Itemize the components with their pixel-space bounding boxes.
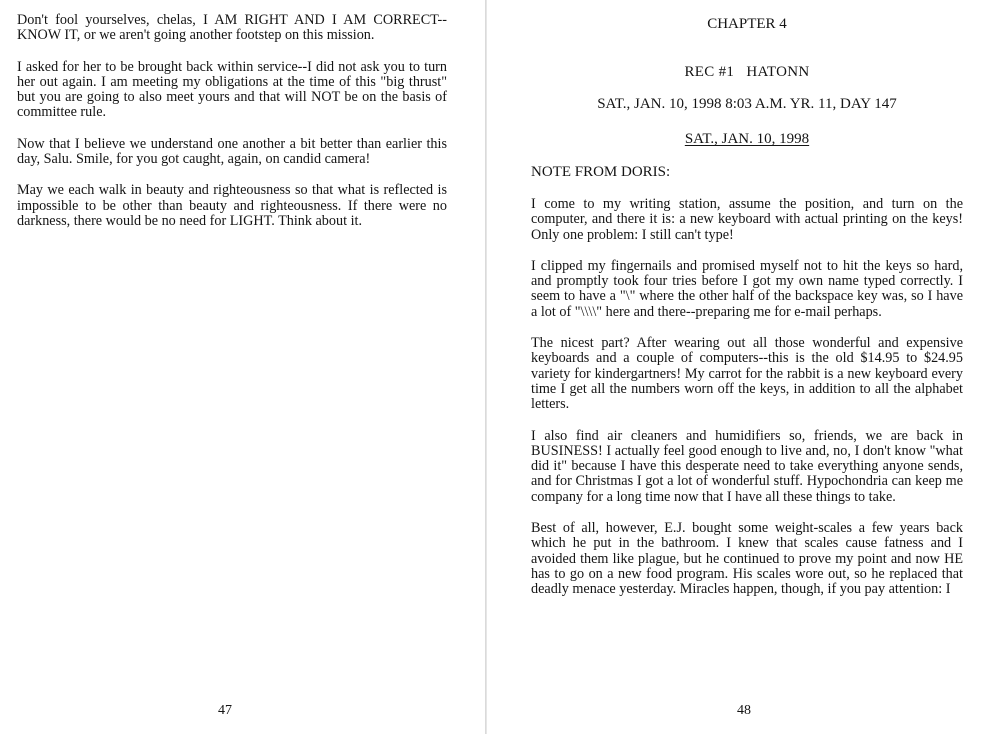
paragraph: I asked for her to be brought back within service--I did not ask you to turn her out again. I am meeting my obligations at the time of this "big thrust" but you are going to also meet yours and that will NOT be on the basis of committee rule. xyxy=(17,58,447,121)
underlined-date: SAT., JAN. 10, 1998 xyxy=(684,131,810,147)
paragraph: The nicest part? After wearing out all those wonderful and expensive keyboards and a couple of computers--this is the old $14.95 to $24.95 variety for kindergartners! My carrot for the rabbit is a new keyboard every time I get all the numbers worn off the keys, in addition to all the alphabet letters. xyxy=(531,335,963,413)
dateline-underlined xyxy=(647,131,847,148)
page-number: 47 xyxy=(218,703,232,718)
chapter-title: CHAPTER 4 xyxy=(707,16,787,32)
page-number: 48 xyxy=(737,703,751,718)
paragraph: Best of all, however, E.J. bought some weight-scales a few years back which he put in the bathroom. I knew that scales cause fatness and I avoided them like plague, but he continued to prove my point and now HE has to go on a new food program. His scales wore out, so he replaced that deadly menace yesterday. Miracles happen, though, if you pay attention: I xyxy=(531,520,963,598)
dateline: SAT., JAN. 10, 1998 8:03 A.M. YR. 11, DAY 147 xyxy=(597,96,897,112)
paragraph: I come to my writing station, assume the position, and turn on the computer, and there it is: a new keyboard with actual printing on the keys! Only one problem: I still can't type! xyxy=(531,196,963,243)
paragraph: I also find air cleaners and humidifiers so, friends, we are back in BUSINESS! I actually feel good enough to live and, no, I don't know "what did it" because I have this desperate need to take everything anyone sends, and for Christmas I got a lot of wonderful stuff. Hypochondria can keep me company for a long time now that I have all these things to take. xyxy=(531,427,963,505)
rec-heading: REC #1 HATONN xyxy=(684,64,810,80)
paragraph: Don't fool yourselves, chelas, I AM RIGHT AND I AM CORRECT--KNOW IT, or we aren't going another footstep on this mission. xyxy=(17,12,447,44)
left-page xyxy=(0,0,485,734)
note-heading: NOTE FROM DORIS: xyxy=(531,164,671,180)
paragraph: Now that I believe we understand one another a bit better than earlier this day, Salu. Smile, for you got caught, again, on candid camera! xyxy=(17,135,447,168)
right-page-body xyxy=(531,197,963,614)
paragraph: I clipped my fingernails and promised myself not to hit the keys so hard, and promptly took four tries before I got my own name typed correctly. I seem to have a "\" where the other half of the backspace key was, so I have a lot of "\\\\" here and there--preparing me for e-mail perhaps. xyxy=(531,257,963,320)
right-page xyxy=(487,0,982,734)
left-page-body xyxy=(17,13,447,245)
paragraph: May we each walk in beauty and righteousness so that what is reflected is impossible to be other than beauty and righteousness. If there were no darkness, there would be no need for LIGHT. Think about it. xyxy=(17,182,447,229)
